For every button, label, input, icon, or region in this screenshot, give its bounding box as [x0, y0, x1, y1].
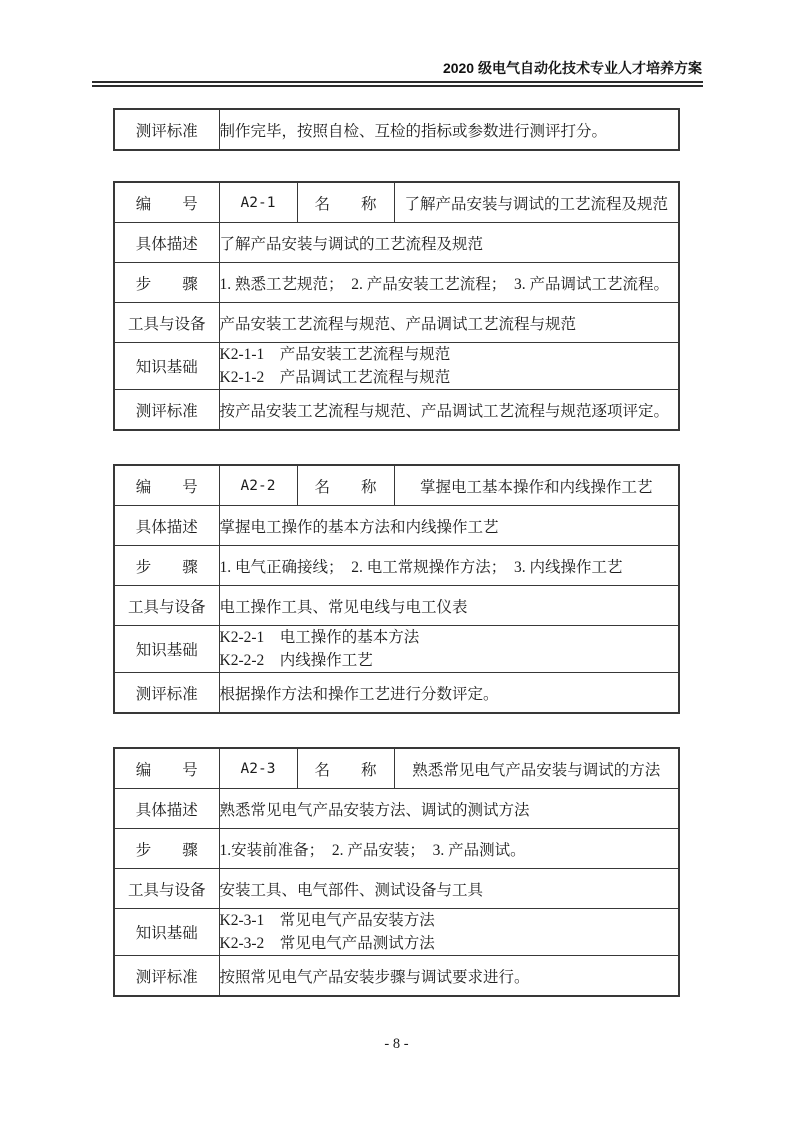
row-label-steps: 步 骤 [114, 829, 219, 869]
row-label-description: 具体描述 [114, 789, 219, 829]
task-code: A2-1 [219, 182, 297, 223]
spacer [113, 714, 680, 747]
task-tools: 电工操作工具、常见电线与电工仪表 [219, 586, 679, 626]
table-row [114, 956, 679, 997]
row-label-tools: 工具与设备 [114, 303, 219, 343]
page-number: - 8 - [384, 1036, 409, 1052]
task-name: 掌握电工基本操作和内线操作工艺 [394, 465, 679, 506]
table-row [114, 909, 679, 956]
task-knowledge [219, 909, 679, 956]
knowledge-item: K2-1-2 产品调试工艺流程与规范 [219, 369, 451, 386]
row-label-criteria: 测评标准 [114, 956, 219, 997]
table-row [114, 626, 679, 673]
table-row [114, 465, 679, 506]
knowledge-item: K2-2-1 电工操作的基本方法 [219, 629, 420, 646]
row-label-name: 名 称 [297, 182, 394, 223]
table-row [114, 182, 679, 223]
row-label-criteria: 测评标准 [114, 673, 219, 714]
row-label-criteria: 测评标准 [114, 109, 219, 150]
task-tools: 安装工具、电气部件、测试设备与工具 [219, 869, 679, 909]
table-row [114, 586, 679, 626]
task-description: 掌握电工操作的基本方法和内线操作工艺 [219, 506, 679, 546]
knowledge-item: K2-3-2 常见电气产品测试方法 [219, 935, 435, 952]
task-criteria: 按产品安装工艺流程与规范、产品调试工艺流程与规范逐项评定。 [219, 390, 679, 431]
row-label-code: 编 号 [114, 748, 219, 789]
table-row [114, 390, 679, 431]
row-label-tools: 工具与设备 [114, 586, 219, 626]
spacer [113, 151, 680, 181]
row-label-description: 具体描述 [114, 223, 219, 263]
table-row [114, 109, 679, 150]
table-row [114, 789, 679, 829]
header-rule-top-line [92, 81, 703, 83]
page-header [92, 58, 703, 87]
task-name: 了解产品安装与调试的工艺流程及规范 [394, 182, 679, 223]
row-label-name: 名 称 [297, 748, 394, 789]
task-criteria: 根据操作方法和操作工艺进行分数评定。 [219, 673, 679, 714]
table-row [114, 343, 679, 390]
row-label-steps: 步 骤 [114, 263, 219, 303]
row-label-name: 名 称 [297, 465, 394, 506]
table-row [114, 673, 679, 714]
row-label-steps: 步 骤 [114, 546, 219, 586]
task-table-a2-1 [113, 181, 680, 431]
task-steps: 1. 熟悉工艺规范； 2. 产品安装工艺流程； 3. 产品调试工艺流程。 [219, 263, 679, 303]
task-table-a2-2 [113, 464, 680, 714]
header-rule [92, 81, 703, 87]
header-rule-bottom-line [92, 85, 703, 87]
page-footer [0, 1036, 793, 1053]
task-code: A2-2 [219, 465, 297, 506]
task-description: 熟悉常见电气产品安装方法、调试的测试方法 [219, 789, 679, 829]
criteria-continuation-table [113, 108, 680, 151]
row-label-code: 编 号 [114, 465, 219, 506]
row-label-knowledge: 知识基础 [114, 909, 219, 956]
task-knowledge [219, 343, 679, 390]
row-label-code: 编 号 [114, 182, 219, 223]
table-row [114, 748, 679, 789]
task-name: 熟悉常见电气产品安装与调试的方法 [394, 748, 679, 789]
table-row [114, 506, 679, 546]
task-description: 了解产品安装与调试的工艺流程及规范 [219, 223, 679, 263]
spacer [113, 431, 680, 464]
knowledge-item: K2-1-1 产品安装工艺流程与规范 [219, 346, 451, 363]
task-knowledge [219, 626, 679, 673]
task-steps: 1.安装前准备； 2. 产品安装； 3. 产品测试。 [219, 829, 679, 869]
task-table-a2-3 [113, 747, 680, 997]
knowledge-item: K2-3-1 常见电气产品安装方法 [219, 912, 435, 929]
criteria-text: 制作完毕，按照自检、互检的指标或参数进行测评打分。 [219, 109, 679, 150]
table-row [114, 263, 679, 303]
table-row [114, 546, 679, 586]
row-label-knowledge: 知识基础 [114, 343, 219, 390]
knowledge-item: K2-2-2 内线操作工艺 [219, 652, 373, 669]
document-content [113, 108, 680, 997]
table-row [114, 829, 679, 869]
task-criteria: 按照常见电气产品安装步骤与调试要求进行。 [219, 956, 679, 997]
header-title: 2020 级电气自动化技术专业人才培养方案 [442, 60, 702, 76]
row-label-description: 具体描述 [114, 506, 219, 546]
task-tools: 产品安装工艺流程与规范、产品调试工艺流程与规范 [219, 303, 679, 343]
table-row [114, 303, 679, 343]
row-label-criteria: 测评标准 [114, 390, 219, 431]
row-label-tools: 工具与设备 [114, 869, 219, 909]
table-row [114, 223, 679, 263]
table-row [114, 869, 679, 909]
task-code: A2-3 [219, 748, 297, 789]
task-steps: 1. 电气正确接线； 2. 电工常规操作方法； 3. 内线操作工艺 [219, 546, 679, 586]
row-label-knowledge: 知识基础 [114, 626, 219, 673]
